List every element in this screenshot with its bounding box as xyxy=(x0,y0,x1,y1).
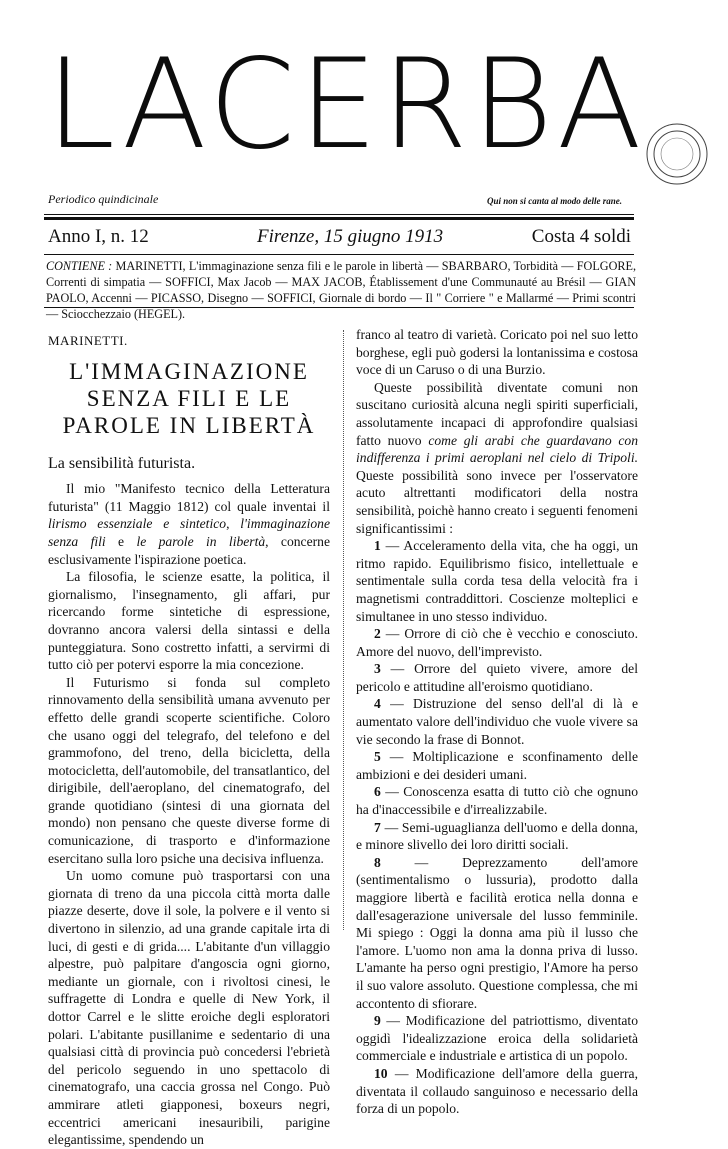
article-headline: L'IMMAGINAZIONE SENZA FILI E LE PAROLE IN LIBERTÀ xyxy=(62,358,316,438)
phenomena-list xyxy=(356,537,638,1118)
paragraph: Queste possibilità diventate comuni non suscitano curiosità alcuna negli spiriti superficiali, assolutamente incapaci di approfondire qualsiasi fatto nuovo come gli arabi che guardavano con indifferenza i primi aeroplani nel cielo di Tripoli. Queste possibilità sono invece per l'osservatore acuto altrettanti modificatori della nostra sensibilità, poichè hanno creato i seguenti fenomeni significantissimi : xyxy=(356,379,638,536)
rule-top-thick xyxy=(44,217,634,220)
article-column-right xyxy=(356,326,638,1118)
list-item-text: — Conoscenza esatta di tutto ciò che ognuno ha d'inaccessibile e d'irrealizzabile. xyxy=(356,784,638,818)
list-item-number: 2 xyxy=(374,626,381,642)
rule-top xyxy=(44,214,634,215)
list-item xyxy=(356,783,638,818)
list-item xyxy=(356,625,638,660)
list-item-text: — Acceleramento della vita, che ha oggi, un ritmo rapido. Equilibrismo fisico, intellettuale e sentimentale sulla corda tesa della velocità fra i magnetismi contraddittori. Coscienze molteplici e simultanee in uno stesso individuo. xyxy=(356,538,638,624)
list-item xyxy=(356,660,638,695)
list-item xyxy=(356,819,638,854)
article-author: MARINETTI. xyxy=(48,333,128,348)
article-column-left xyxy=(48,332,330,1149)
list-item-number: 1 xyxy=(374,538,381,554)
dateline: Firenze, 15 giugno 1913 xyxy=(257,226,444,247)
list-item-number: 3 xyxy=(374,661,381,677)
library-stamp-icon xyxy=(643,120,713,190)
contents-text: MARINETTI, L'immaginazione senza fili e le parole in libertà — SBARBARO, Torbidità — FOLGORE, Correnti di simpatia — SOFFICI, Max Jacob — MAX JACOB, Établissement d'une Communauté au Brésil — GIAN PAOLO, Accenni — PICASSO, Disegno — SOFFICI, Giornale di bordo — Il " Corriere " e Mallarmé — Primi scontri — Sciocchezzaio (HEGEL). xyxy=(46,259,636,321)
list-item-text: — Distruzione del senso dell'al di là e aumentato valore dell'individuo che vuole vivere sa vie secondo la frase di Bonnot. xyxy=(356,696,638,747)
list-item xyxy=(356,1012,638,1065)
list-item xyxy=(356,1065,638,1118)
paragraph: La filosofia, le scienze esatte, la politica, il giornalismo, l'insegnamento, gli affari, pur ricercando forme sintetiche di espressione, dovranno ancora valersi della sintassi e della punteggiatura. Sono costretto infatti, a servirmi di tutto ciò per potervi esporre la mia concezione. xyxy=(48,569,330,673)
paragraph: franco al teatro di varietà. Coricato poi nel suo letto borghese, egli può godersi la lontanissima e costosa voce di un Caruso o di una Burzio. xyxy=(356,327,638,378)
list-item-text: — Orrore del quieto vivere, amore del pericolo e attitudine all'eroismo quotidiano. xyxy=(356,661,638,694)
contents-box xyxy=(46,258,636,322)
list-item xyxy=(356,537,638,625)
rule-mid xyxy=(44,254,634,255)
list-item-text: — Moltiplicazione e sconfinamento delle ambizioni e dei desideri umani. xyxy=(356,749,638,782)
paragraph: Un uomo comune può trasportarsi con una giornata di treno da una piccola città morta dalle piazze deserte, dove il sole, la polvere e il vento si divertono in silenzio, ad una grande capitale irta di luci, di gesti e di grida.... L'abitante d'un villaggio alpestre, può palpitare d'angoscia ogni giorno, mediante un giornale, con i rivoltosi cinesi, le suffragette di Londra e quelle di New York, il dottor Carrel e le slitte eroiche degli esploratori polari. L'abitante pusillanime e sedentario di una qualsiasi città di provincia può concedersi l'ebrietà del pericolo seguendo in uno spettacolo di cinematografo, una caccia grossa nel Congo. Può ammirare atleti giapponesi, boxeurs negri, eccentrici americani inesauribili, parigine elegantissime, spendendo un xyxy=(48,868,330,1148)
list-item-number: 5 xyxy=(374,749,381,765)
list-item-number: 9 xyxy=(374,1013,381,1029)
list-item-text: — Deprezzamento dell'amore (sentimentalismo o lussuria), prodotto dalla maggiore libertà e facilità erotica nella donna e dall'esagerazione universale del lusso femminile. Mi spiego : Oggi la donna ama più il lusso che l'amore. L'uomo non ama la donna priva di lusso. L'amante ha perso ogni prestigio, l'Amore ha perso il suo valore assoluto. Questione complessa, che mi accontento di sfiorare. xyxy=(356,854,638,1011)
list-item-number: 10 xyxy=(374,1065,388,1081)
motto: Qui non si canta al modo delle rane. xyxy=(486,196,622,206)
list-item-number: 8 xyxy=(374,854,381,870)
price: Costa 4 soldi xyxy=(531,226,631,247)
rule-bottom xyxy=(44,307,634,308)
list-item-text: — Modificazione del patriottismo, diventato oggidì l'idealizzazione eroica della solidarietà commerciale e industriale e artistica di un popolo. xyxy=(356,1013,638,1064)
list-item-text: — Modificazione dell'amore della guerra, diventata il collaudo sanguinoso e necessario della forza di un popolo. xyxy=(356,1065,638,1117)
list-item xyxy=(356,748,638,783)
paragraph: Il mio "Manifesto tecnico della Letteratura futurista" (11 Maggio 1812) col quale inventai il lirismo essenziale e sintetico, l'immaginazione senza fili e le parole in libertà, concerne esclusivamente l'ispirazione poetica. xyxy=(48,481,330,567)
section-heading: La sensibilità futurista. xyxy=(48,454,196,472)
list-item-number: 7 xyxy=(374,819,381,835)
list-item-text: — Orrore di ciò che è vecchio e conosciuto. Amore del nuovo, dell'imprevisto. xyxy=(356,626,638,659)
contents-label: CONTIENE : xyxy=(46,259,113,273)
list-item-number: 4 xyxy=(374,696,381,712)
masthead-title: LACERBA xyxy=(46,33,646,177)
issue-number: Anno I, n. 12 xyxy=(48,226,149,247)
list-item xyxy=(356,695,638,748)
periodicity-label: Periodico quindicinale xyxy=(48,192,159,206)
column-divider xyxy=(343,330,344,930)
list-item xyxy=(356,854,638,1012)
list-item-number: 6 xyxy=(374,784,381,800)
paragraph: Il Futurismo si fonda sul completo rinnovamento della sensibilità umana avvenuto per effetto delle grandi scoperte scientifiche. Coloro che usano oggi del telegrafo, del telefono e del grammofono, del treno, della bicicletta, della motocicletta, dell'automobile, del transatlantico, del dirigibile, dell'aeroplano, del cinematografo, del grande quotidiano (sintesi di una giornata del mondo) non pensano che queste diverse forme di comunicazione, di trasporto e d'informazione esercitano sulla loro psiche una decisiva influenza. xyxy=(48,674,330,866)
list-item-text: — Semi-uguaglianza dell'uomo e della donna, e minore slivello dei loro diritti sociali. xyxy=(356,819,638,853)
